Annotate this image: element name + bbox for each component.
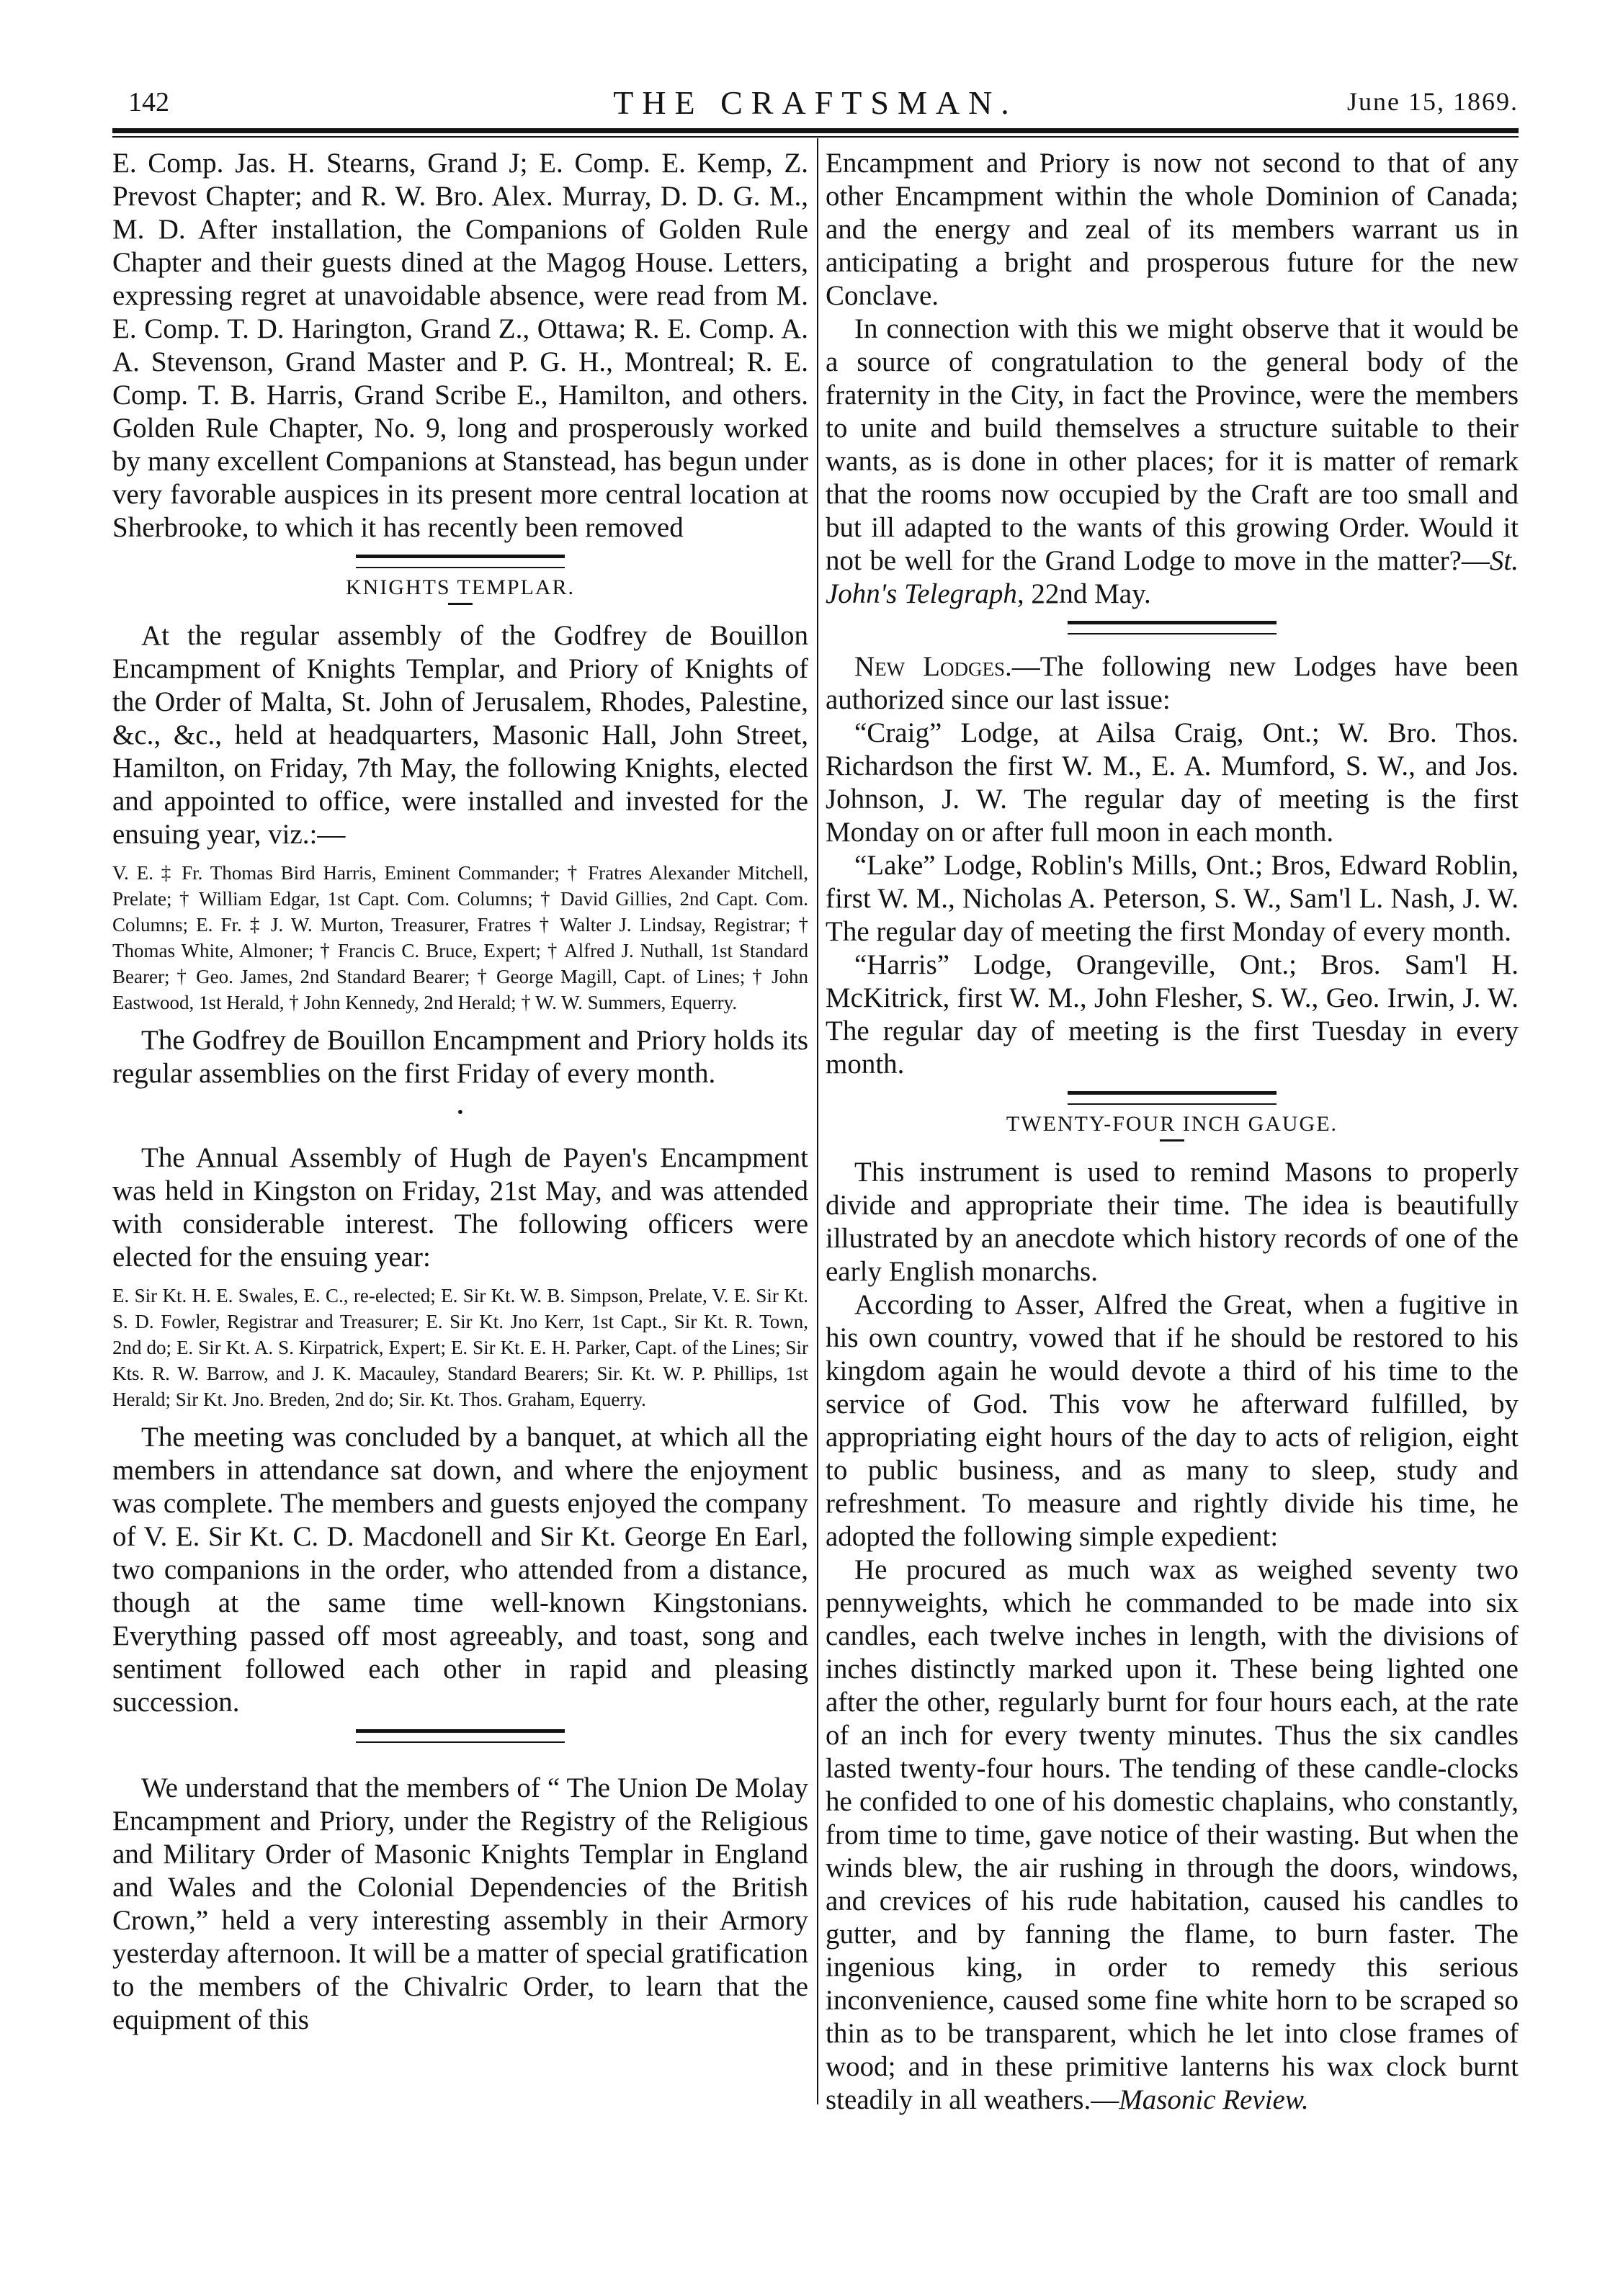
encampment-continuation: Encampment and Priory is now not second to that of any other Encampment within the whole Dominion of Canada; and the energy and zeal of its members warrant us in anticipating a bright and prosperous future for the new Conclave. xyxy=(826,148,1519,311)
section-separator xyxy=(356,1729,565,1743)
hugh-de-payen-banquet: The meeting was concluded by a banquet, at which all the members in attendance sat down, and where the enjoyment was complete. The members and guests enjoyed the company of V. E. Sir Kt. C. D. Macdonell and Sir Kt. George En Earl, two companions in the order, who attended from a distance, though at the same time well-known Kingstonians. Everything passed off most agreeably, and toast, song and sentiment followed each other in rapid and pleasing succession. xyxy=(112,1422,808,1718)
column-divider xyxy=(817,138,818,2104)
new-lodges-heading: New Lodges. xyxy=(854,651,1012,682)
masthead: THE CRAFTSMAN. xyxy=(613,84,1018,121)
right-column xyxy=(826,147,1519,2120)
knights-templar-officers: V. E. ‡ Fr. Thomas Bird Harris, Eminent Commander; † Fratres Alexander Mitchell, Prelate; † William Edgar, 1st Capt. Com. Columns; † David Gillies, 2nd Capt. Com. Columns; E. Fr. ‡ J. W. Murton, Treasurer, Fratres † Walter J. Lindsay, Registrar; † Thomas White, Almoner; † Francis C. Bruce, Expert; † Alfred J. Nuthall, 1st Standard Bearer; † Geo. James, 2nd Standard Bearer; † George Magill, Capt. of Lines; † John Eastwood, 1st Herald, † John Kennedy, 2nd Herald; † W. W. Summers, Equerry. xyxy=(112,862,808,1013)
dot-separator: • xyxy=(457,1103,464,1122)
alfred-paragraph: According to Asser, Alfred the Great, when a fugitive in his own country, vowed that if he should be restored to his kingdom again he would devote a third of his time to the service of God. This vow he afterward fulfilled, by appropriating eight hours of the day to acts of religion, eight to public business, and as many to sleep, study and refreshment. To measure and rightly divide his time, he adopted the following simple expedient: xyxy=(826,1289,1519,1552)
page-header xyxy=(112,81,1519,124)
section-separator xyxy=(1068,621,1277,634)
left-column xyxy=(112,147,808,2120)
masonic-hall-paragraph: In connection with this we might observe that it would be a source of congratulation to the general body of the fraternity in the City, in fact the Province, were the members to unite and build themselves a structure suitable to their wants, as is done in other places; for it is matter of remark that the rooms now occupied by the Craft are too small and but ill adapted to the wants of this growing Order. Would it not be well for the Grand Lodge to move in the matter?—St. John's Telegraph, 22nd May. xyxy=(826,313,1519,609)
knights-templar-meetings: The Godfrey de Bouillon Encampment and Priory holds its regular assemblies on the first Friday of every month. xyxy=(112,1025,808,1089)
hugh-de-payen-intro: The Annual Assembly of Hugh de Payen's Encampment was held in Kingston on Friday, 21st May, and was attended with considerable interest. The following officers were elected for the ensuing year: xyxy=(112,1142,808,1273)
harris-lodge-paragraph: “Harris” Lodge, Orangeville, Ont.; Bros. Sam'l H. McKitrick, first W. M., John Flesher, S. W., Geo. Irwin, J. W. The regular day of meeting is the first Tuesday in every month. xyxy=(826,949,1519,1080)
source-citation: St. John's Telegraph, xyxy=(826,545,1519,609)
title-dash xyxy=(1160,1139,1184,1142)
candle-clock-paragraph: He procured as much wax as weighed seventy two pennyweights, which he commanded to be made into six candles, each twelve inches in length, with the divisions of inches distinctly marked upon it. These being lighted one after the other, regularly burnt for four hours each, at the rate of an inch for every twenty minutes. Thus the six candles lasted twenty-four hours. The tending of these candle-clocks he confided to one of his domestic chaplains, who constantly, from time to time, gave notice of their wasting. But when the winds blew, the air rushing in through the doors, windows, and crevices of his rude habitation, caused his candles to gutter, and by fanning the flame, to burn faster. The ingenious king, in order to remedy this serious inconvenience, caused some fine white horn to be scraped so thin as to be transparent, which he let into close frames of wood; and in these primitive lanterns his wax clock burnt steadily in all weathers.—Masonic Review. xyxy=(826,1554,1519,2115)
chapter-continuation-paragraph: E. Comp. Jas. H. Stearns, Grand J; E. Comp. E. Kemp, Z. Prevost Chapter; and R. W. Bro. Alex. Murray, D. D. G. M., M. D. After installation, the Companions of Golden Rule Chapter and their guests dined at the Magog House. Letters, expressing regret at unavoidable absence, were read from M. E. Comp. T. D. Harington, Grand Z., Ottawa; R. E. Comp. A. A. Stevenson, Grand Master and P. G. H., Montreal; R. E. Comp. T. B. Harris, Grand Scribe E., Hamilton, and others. Golden Rule Chapter, No. 9, long and prosperously worked by many excellent Companions at Stanstead, has begun under very favorable auspices in its present more central location at Sherbrooke, to which it has recently been removed xyxy=(112,148,808,543)
issue-date: June 15, 1869. xyxy=(1347,87,1519,116)
source-citation: Masonic Review. xyxy=(1119,2084,1309,2115)
section-title-knights-templar: KNIGHTS TEMPLAR. xyxy=(345,575,576,599)
de-molay-paragraph: We understand that the members of “ The Union De Molay Encampment and Priory, under the Registry of the Religious and Military Order of Masonic Knights Templar in England and Wales and the Colonial Dependencies of the British Crown,” held a very interesting assembly in their Armory yesterday afternoon. It will be a matter of special gratification to the members of the Chivalric Order, to learn that the equipment of this xyxy=(112,1772,808,2035)
title-dash xyxy=(448,603,473,605)
lake-lodge-paragraph: “Lake” Lodge, Roblin's Mills, Ont.; Bros, Edward Roblin, first W. M., Nicholas A. Peterson, S. W., Sam'l L. Nash, J. W. The regular day of meeting the first Monday of every month. xyxy=(826,850,1519,947)
gauge-intro: This instrument is used to remind Masons to properly divide and appropriate their time. The idea is beautifully illustrated by an anecdote which history records of one of the early English monarchs. xyxy=(826,1157,1519,1287)
page-number: 142 xyxy=(128,87,169,117)
hugh-de-payen-officers: E. Sir Kt. H. E. Swales, E. C., re-elected; E. Sir Kt. W. B. Simpson, Prelate, V. E. Sir Kt. S. D. Fowler, Registrar and Treasurer; E. Sir Kt. Jno Kerr, 1st Capt., Sir Kt. R. Town, 2nd do; E. Sir Kt. A. S. Kirpatrick, Expert; E. Sir Kt. E. H. Parker, Capt. of the Lines; Sir Kts. R. W. Barrow, and J. K. Macauley, Standard Bearers; Sir. Kt. W. P. Phillips, 1st Herald; Sir Kt. Jno. Breden, 2nd do; Sir. Kt. Thos. Graham, Equerry. xyxy=(112,1285,808,1410)
section-separator xyxy=(356,555,565,568)
section-title-twenty-four-inch-gauge: TWENTY-FOUR INCH GAUGE. xyxy=(1006,1112,1338,1136)
header-rule-thick xyxy=(112,128,1519,133)
section-separator xyxy=(1068,1091,1277,1105)
knights-templar-intro: At the regular assembly of the Godfrey de Bouillon Encampment of Knights Templar, and Priory of Knights of the Order of Malta, St. John of Jerusalem, Rhodes, Palestine, &c., &c., held at headquarters, Masonic Hall, John Street, Hamilton, on Friday, 7th May, the following Knights, elected and appointed to office, were installed and invested for the ensuing year, viz.:— xyxy=(112,620,808,850)
new-lodges-intro: New Lodges.—The following new Lodges have been authorized since our last issue: xyxy=(826,651,1519,715)
craig-lodge-paragraph: “Craig” Lodge, at Ailsa Craig, Ont.; W. Bro. Thos. Richardson the first W. M., E. A. Mumford, S. W., and Jos. Johnson, J. W. The regular day of meeting is the first Monday on or after full moon in each month. xyxy=(826,717,1519,848)
header-rule-thin xyxy=(112,136,1519,138)
